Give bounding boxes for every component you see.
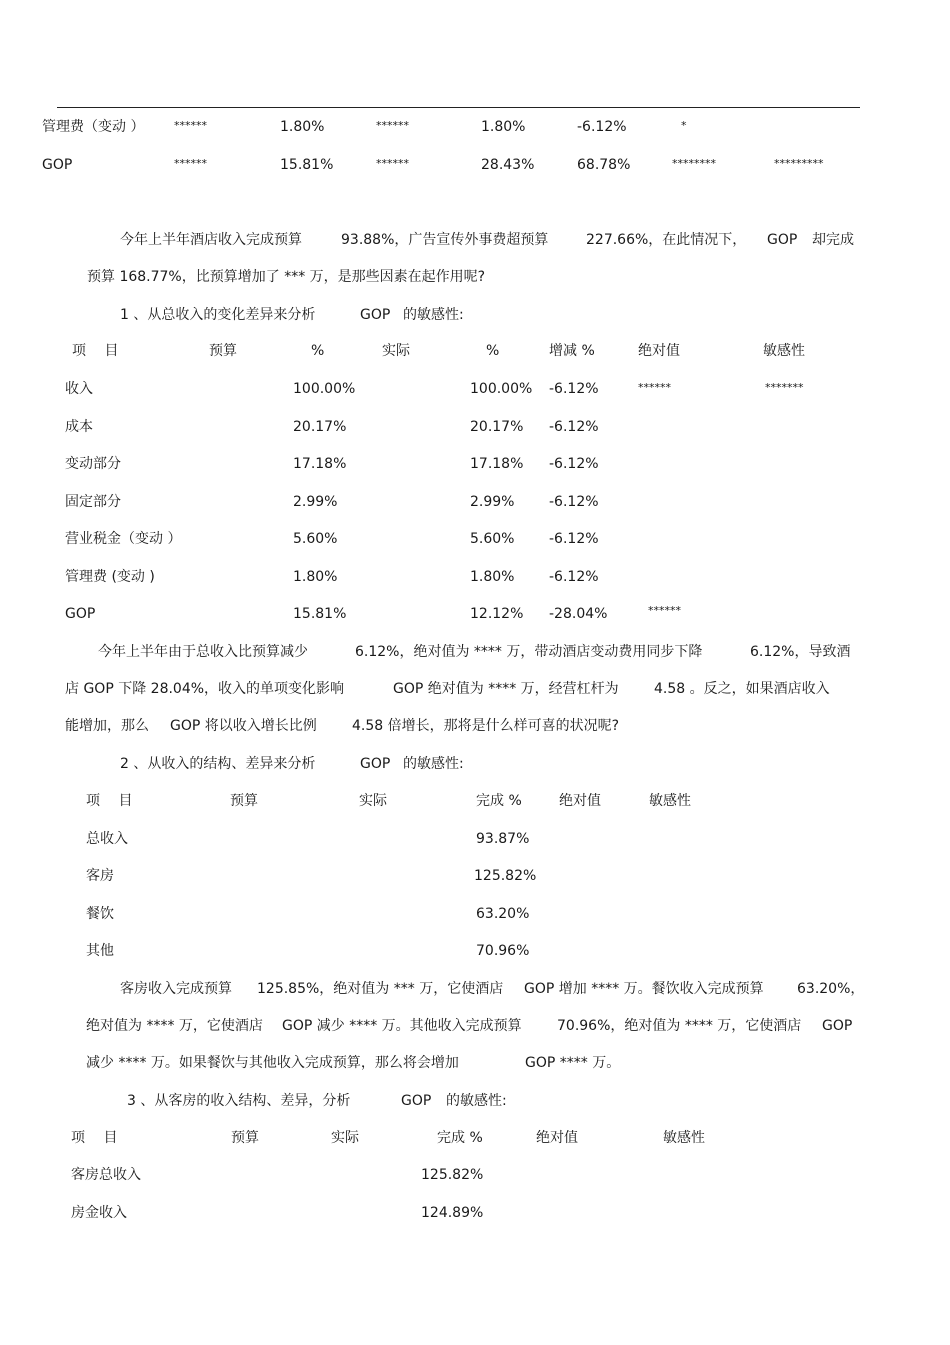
s2-para-l1-d: 63.20%，: [797, 981, 865, 997]
s1-para-l2-c: 4.58 。反之，如果酒店收入: [654, 681, 830, 697]
section-1-heading-c: 的敏感性:: [403, 307, 464, 323]
s2-row-pct: 125.82%: [474, 868, 537, 884]
s2-row-pct: 70.96%: [476, 943, 530, 959]
s1-row-chg: -6.12%: [549, 569, 599, 585]
s2-para-l1-b: 125.85%，绝对值为 *** 万，它使酒店: [257, 981, 504, 997]
s3-header-actual: 实际: [331, 1130, 359, 1146]
s2-header-actual: 实际: [359, 793, 387, 809]
s2-para-l3-b: GOP **** 万。: [525, 1055, 621, 1071]
top-row-2-c5: 68.78%: [577, 157, 631, 173]
s2-header-item: 项 目: [86, 793, 133, 809]
section-3-heading-b: GOP: [401, 1093, 432, 1109]
s1-row-chg: -6.12%: [549, 456, 599, 472]
s1-header-item: 项 目: [72, 343, 119, 359]
s1-para-l1-b: 6.12%，绝对值为 **** 万，带动酒店变动费用同步下降: [355, 644, 703, 660]
s1-row-p1: 2.99%: [293, 494, 338, 510]
s1-row-label: 管理费 (变动 ): [65, 569, 155, 585]
top-row-1-c4: 1.80%: [481, 119, 526, 135]
s2-row-label: 总收入: [86, 831, 128, 847]
s1-para-l2-a: 店 GOP 下降 28.04%，收入的单项变化影响: [65, 681, 345, 697]
intro-l1-s1: 今年上半年酒店收入完成预算: [120, 232, 302, 248]
section-1-heading-a: 1 、从总收入的变化差异来分析: [120, 307, 316, 323]
top-row-1-c3: ******: [376, 119, 409, 132]
top-row-2-c2: 15.81%: [280, 157, 334, 173]
s3-header-done: 完成 %: [437, 1130, 483, 1146]
top-row-2-c4: 28.43%: [481, 157, 535, 173]
s1-row-p2: 100.00%: [470, 381, 533, 397]
s2-row-label: 客房: [86, 868, 114, 884]
section-2-heading-b: GOP: [360, 756, 391, 772]
top-row-1-c2: 1.80%: [280, 119, 325, 135]
s2-para-l2-d: GOP: [822, 1018, 853, 1034]
intro-l1-s5: 却完成: [812, 232, 854, 248]
top-row-2-c3: ******: [376, 157, 409, 170]
section-2-heading-c: 的敏感性:: [403, 756, 464, 772]
top-row-2-label: GOP: [42, 157, 73, 173]
s2-para-l1-c: GOP 增加 **** 万。餐饮收入完成预算: [524, 981, 764, 997]
s1-header-budget: 预算: [209, 343, 237, 359]
s1-row-p2: 12.12%: [470, 606, 524, 622]
s1-row-p1: 20.17%: [293, 419, 347, 435]
s2-para-l3-a: 减少 **** 万。如果餐饮与其他收入完成预算，那么将会增加: [86, 1055, 459, 1071]
s1-row-abs: ******: [648, 604, 681, 617]
s1-header-pct1: %: [311, 343, 325, 359]
s2-para-l2-b: GOP 减少 **** 万。其他收入完成预算: [282, 1018, 522, 1034]
s1-row-label: 收入: [65, 381, 93, 397]
s1-row-p1: 1.80%: [293, 569, 338, 585]
s3-row-label: 客房总收入: [71, 1167, 141, 1183]
s2-row-label: 其他: [86, 943, 114, 959]
s2-header-abs: 绝对值: [559, 793, 601, 809]
s1-row-chg: -6.12%: [549, 531, 599, 547]
s1-row-chg: -6.12%: [549, 419, 599, 435]
s2-header-done: 完成 %: [476, 793, 522, 809]
intro-l1-s4: GOP: [767, 232, 798, 248]
s1-row-p2: 2.99%: [470, 494, 515, 510]
s3-row-pct: 124.89%: [421, 1205, 484, 1221]
s1-para-l2-b: GOP 绝对值为 **** 万，经营杠杆为: [393, 681, 619, 697]
s2-row-label: 餐饮: [86, 906, 114, 922]
s1-row-chg: -6.12%: [549, 381, 599, 397]
top-row-2-c7: *********: [774, 157, 824, 170]
s1-row-chg: -28.04%: [549, 606, 608, 622]
s2-header-budget: 预算: [230, 793, 258, 809]
s1-para-l3-c: 4.58 倍增长，那将是什么样可喜的状况呢?: [352, 718, 620, 734]
s1-para-l3-a: 能增加，那么: [65, 718, 149, 734]
s1-row-label: 变动部分: [65, 456, 121, 472]
intro-l1-s3: 227.66%，在此情况下，: [586, 232, 747, 248]
s3-header-item: 项 目: [71, 1130, 118, 1146]
s1-header-abs: 绝对值: [638, 343, 680, 359]
section-3-heading-a: 3 、从客房的收入结构、差异，分析: [127, 1093, 351, 1109]
s1-row-label: 固定部分: [65, 494, 121, 510]
s3-header-sens: 敏感性: [663, 1130, 705, 1146]
s1-header-sens: 敏感性: [763, 343, 805, 359]
top-row-1-c1: ******: [174, 119, 207, 132]
top-rule: [57, 107, 860, 108]
s2-row-pct: 63.20%: [476, 906, 530, 922]
top-row-1-label: 管理费（变动 ）: [42, 119, 145, 135]
s1-para-l3-b: GOP 将以收入增长比例: [170, 718, 317, 734]
top-row-2-c6: ********: [672, 157, 716, 170]
s1-row-p2: 20.17%: [470, 419, 524, 435]
s1-para-l1-a: 今年上半年由于总收入比预算减少: [98, 644, 308, 660]
section-3-heading-c: 的敏感性:: [446, 1093, 507, 1109]
s1-header-actual: 实际: [382, 343, 410, 359]
s1-row-label: 成本: [65, 419, 93, 435]
s1-row-label: 营业税金（变动 ）: [65, 531, 182, 547]
top-row-1-c6: *: [681, 119, 687, 132]
section-1-heading-b: GOP: [360, 307, 391, 323]
s2-row-pct: 93.87%: [476, 831, 530, 847]
s1-row-abs: ******: [638, 381, 671, 394]
s1-row-chg: -6.12%: [549, 494, 599, 510]
s1-row-p1: 5.60%: [293, 531, 338, 547]
s1-row-sens: *******: [765, 381, 804, 394]
s1-para-l1-c: 6.12%，导致酒: [750, 644, 851, 660]
s2-header-sens: 敏感性: [649, 793, 691, 809]
s1-row-p2: 1.80%: [470, 569, 515, 585]
top-row-1-c5: -6.12%: [577, 119, 627, 135]
s1-row-p2: 5.60%: [470, 531, 515, 547]
s1-row-p2: 17.18%: [470, 456, 524, 472]
s2-para-l1-a: 客房收入完成预算: [120, 981, 232, 997]
s1-row-p1: 17.18%: [293, 456, 347, 472]
intro-l2: 预算 168.77%，比预算增加了 *** 万，是那些因素在起作用呢?: [87, 269, 486, 285]
s3-row-label: 房金收入: [71, 1205, 127, 1221]
s3-header-abs: 绝对值: [536, 1130, 578, 1146]
s1-header-pct2: %: [486, 343, 500, 359]
s1-row-p1: 15.81%: [293, 606, 347, 622]
s2-para-l2-a: 绝对值为 **** 万，它使酒店: [86, 1018, 263, 1034]
s1-row-p1: 100.00%: [293, 381, 356, 397]
intro-l1-s2: 93.88%，广告宣传外事费超预算: [341, 232, 549, 248]
s1-row-label: GOP: [65, 606, 96, 622]
section-2-heading-a: 2 、从收入的结构、差异来分析: [120, 756, 316, 772]
s1-header-change: 增减 %: [549, 343, 595, 359]
s3-header-budget: 预算: [231, 1130, 259, 1146]
top-row-2-c1: ******: [174, 157, 207, 170]
s2-para-l2-c: 70.96%，绝对值为 **** 万，它使酒店: [557, 1018, 802, 1034]
s3-row-pct: 125.82%: [421, 1167, 484, 1183]
